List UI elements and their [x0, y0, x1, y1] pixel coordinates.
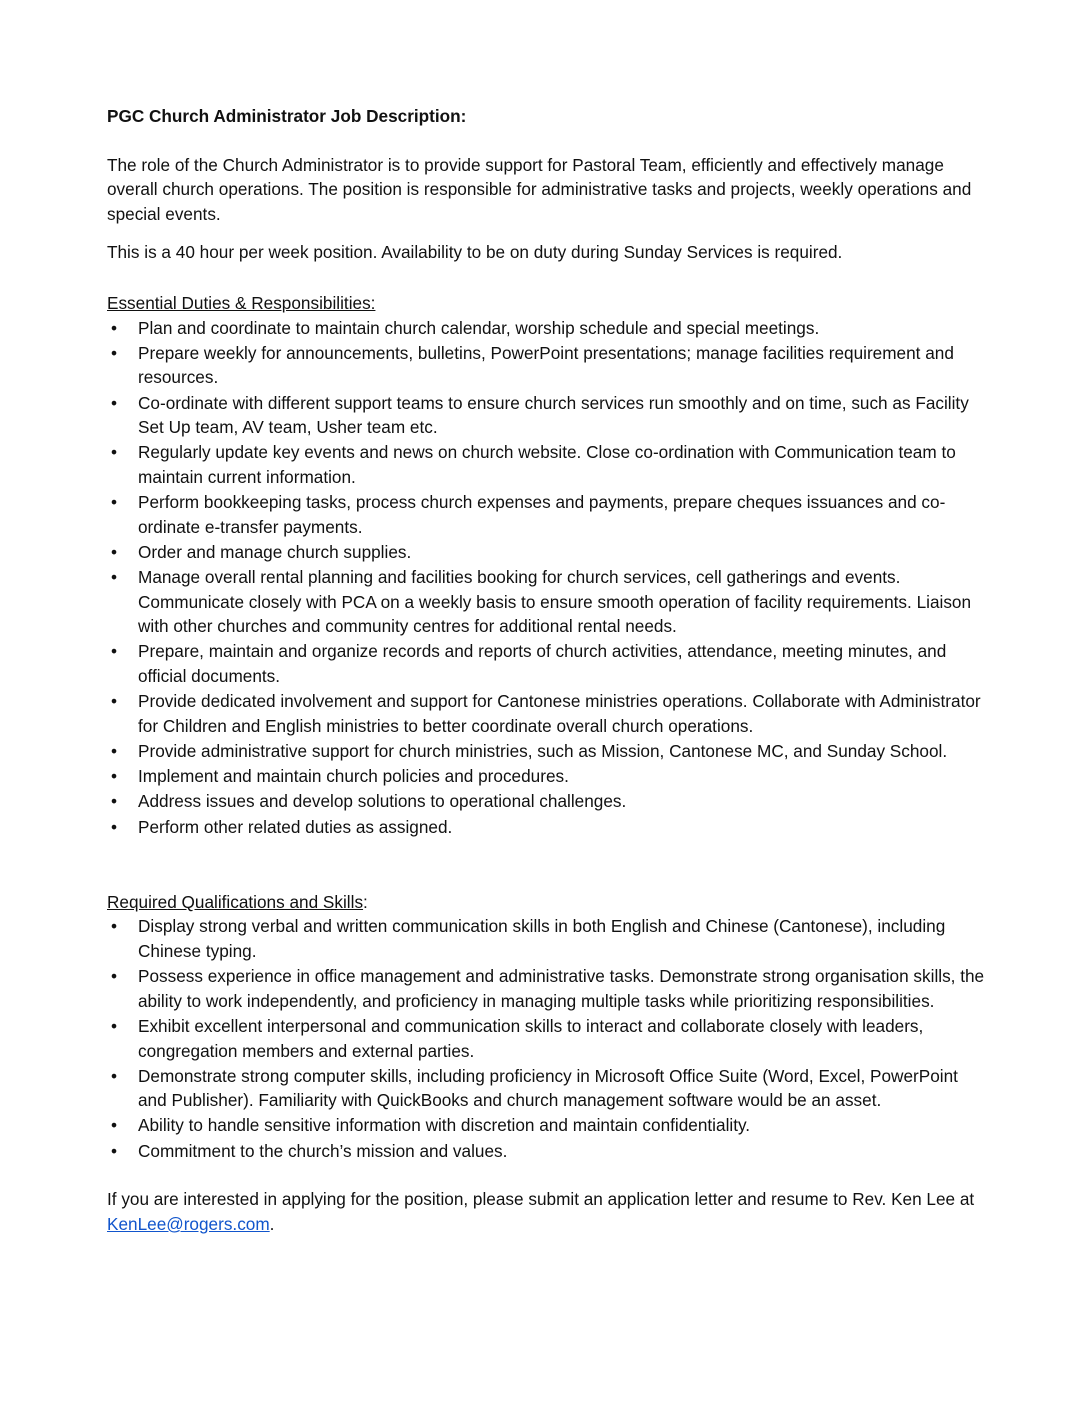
bullet-icon: • — [110, 1140, 118, 1161]
duty-item — [107, 341, 987, 390]
document-title: PGC Church Administrator Job Description: — [107, 106, 467, 126]
duty-item-text: Provide administrative support for church ministries, such as Mission, Cantonese MC, and Sunday School. — [138, 741, 948, 761]
intro-paragraph-hours: This is a 40 hour per week position. Availability to be on duty during Sunday Services is required. — [107, 242, 843, 263]
bullet-icon: • — [110, 567, 118, 588]
duty-item — [107, 689, 987, 738]
document-page — [107, 104, 987, 1250]
duty-item — [107, 739, 987, 764]
duty-item-text: Plan and coordinate to maintain church calendar, worship schedule and special meetings. — [138, 317, 820, 338]
qualification-item — [107, 1113, 987, 1138]
closing-text: If you are interested in applying for the position, please submit an application letter and resume to Rev. Ken Lee at — [107, 1189, 975, 1210]
closing-paragraph — [107, 1187, 987, 1236]
duty-item — [107, 391, 987, 440]
bullet-icon: • — [110, 966, 118, 987]
bullet-icon: • — [110, 541, 118, 562]
duty-item — [107, 789, 987, 814]
intro-paragraph-role: The role of the Church Administrator is to provide support for Pastoral Team, efficiently and effectively manage overall church operations. The position is responsible for administrative tasks and projects, weekly operations and special events. — [107, 154, 972, 224]
qualifications-heading-text: Required Qualifications and Skills — [107, 891, 364, 912]
bullet-icon: • — [110, 1065, 118, 1086]
bullet-icon: • — [110, 492, 118, 513]
email-link[interactable]: KenLee@rogers.com — [107, 1213, 270, 1234]
duty-item-text: Perform other related duties as assigned. — [138, 816, 453, 837]
section-spacer — [107, 840, 987, 890]
qualifications-heading-colon: : — [363, 891, 368, 912]
duty-item — [107, 490, 987, 539]
duty-item-text: Perform bookkeeping tasks, process church expenses and payments, prepare cheques issuances and co-ordinate e-transfer payments. — [138, 492, 946, 537]
bullet-icon: • — [110, 766, 118, 787]
qualification-item-text: Possess experience in office management and administrative tasks. Demonstrate strong organisation skills, the ability to work independently, and proficiency in managing multiple tasks while prioritizing responsibilities. — [138, 966, 985, 1011]
bullet-icon: • — [110, 691, 118, 712]
duty-item — [107, 815, 987, 840]
qualification-item — [107, 1064, 987, 1113]
duty-item — [107, 565, 987, 639]
duty-item-text: Implement and maintain church policies and procedures. — [138, 766, 569, 787]
duty-item — [107, 639, 987, 688]
bullet-icon: • — [110, 641, 118, 662]
duty-item-text: Prepare weekly for announcements, bulletins, PowerPoint presentations; manage facilities requirement and resources. — [138, 342, 954, 388]
duty-item — [107, 764, 987, 789]
duty-item-text: Manage overall rental planning and facilities booking for church services, cell gatherings and events. Communicate closely with PCA on a weekly basis to ensure smooth operation of facility requirements. Liaison with other churches and community centres for additional rental needs. — [138, 567, 972, 637]
duty-item-text: Prepare, maintain and organize records and reports of church activities, attendance, meeting minutes, and official documents. — [138, 641, 947, 687]
bullet-icon: • — [110, 1115, 118, 1136]
bullet-icon: • — [110, 791, 118, 812]
duty-item — [107, 316, 987, 341]
closing-period: . — [269, 1213, 275, 1234]
bullet-icon: • — [110, 1015, 118, 1036]
qualifications-heading — [107, 890, 987, 915]
qualification-item-text: Exhibit excellent interpersonal and communication skills to interact and collaborate closely with leaders, congregation members and external parties. — [138, 1015, 924, 1061]
bullet-icon: • — [110, 317, 118, 338]
qualification-item-text: Commitment to the church’s mission and values. — [138, 1140, 508, 1161]
qualification-item — [107, 1014, 987, 1063]
duty-item — [107, 540, 987, 565]
duty-item-text: Provide dedicated involvement and support for Cantonese ministries operations. Collaborate with Administrator for Children and English ministries to better coordinate overall church operations. — [138, 691, 981, 736]
bullet-icon: • — [110, 816, 118, 837]
qualification-item-text: Display strong verbal and written communication skills in both English and Chinese (Cantonese), including Chinese typing. — [138, 916, 946, 961]
qualification-item-text: Demonstrate strong computer skills, including proficiency in Microsoft Office Suite (Word, Excel, PowerPoint and Publisher). Familiarity with QuickBooks and church management software would be an asset. — [138, 1065, 958, 1111]
duty-item-text: Regularly update key events and news on church website. Close co-ordination with Communication team to maintain current information. — [138, 442, 956, 487]
bullet-icon: • — [110, 741, 118, 761]
qualification-item — [107, 964, 987, 1013]
duties-list — [107, 316, 987, 840]
qualification-item — [107, 1139, 987, 1164]
bullet-icon: • — [110, 916, 118, 937]
bullet-icon: • — [110, 392, 118, 413]
bullet-icon: • — [110, 442, 118, 463]
duties-heading — [107, 291, 987, 316]
duty-item-text: Order and manage church supplies. — [138, 541, 412, 562]
duties-heading-text: Essential Duties & Responsibilities: — [107, 292, 376, 313]
duty-item-text: Address issues and develop solutions to operational challenges. — [138, 791, 627, 812]
qualifications-list — [107, 914, 987, 1163]
duty-item — [107, 440, 987, 489]
duty-item-text: Co-ordinate with different support teams to ensure church services run smoothly and on time, such as Facility Set Up team, AV team, Usher team etc. — [138, 392, 969, 438]
qualification-item — [107, 914, 987, 963]
qualification-item-text: Ability to handle sensitive information with discretion and maintain confidentiality. — [138, 1115, 751, 1136]
bullet-icon: • — [110, 342, 118, 363]
